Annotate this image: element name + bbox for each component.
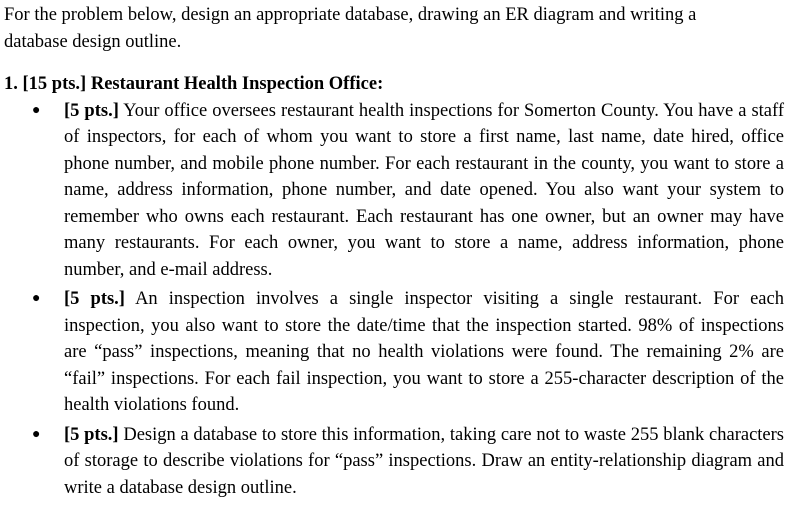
problem-parts-list bbox=[4, 98, 784, 502]
bullet-icon: ● bbox=[32, 426, 41, 442]
problem-1 bbox=[4, 71, 784, 501]
part-text: Design a database to store this information, taking care not to waste 255 blank characters of storage to describe violations for “pass” inspections. Draw an entity-relationship diagram and write a database design outline. bbox=[64, 424, 784, 498]
problem-heading bbox=[4, 71, 784, 98]
list-item bbox=[4, 286, 784, 419]
part-points: [5 pts.] bbox=[64, 289, 125, 309]
problem-number: 1. [15 pts.] bbox=[4, 74, 87, 94]
part-text: Your office oversees restaurant health inspections for Somerton County. You have a staff of inspectors, for each of whom you want to store a first name, last name, date hired, office phone number, and mobile phone number. For each restaurant in the county, you want to store a name, address information, phone number, and date opened. You also want your system to remember who owns each restaurant. Each restaurant has one owner, but an owner may have many restaurants. For each owner, you want to store a name, address information, phone number, and e-mail address. bbox=[64, 100, 784, 280]
part-points: [5 pts.] bbox=[64, 100, 119, 121]
bullet-icon: ● bbox=[32, 102, 41, 118]
list-item bbox=[4, 98, 784, 284]
list-item bbox=[4, 422, 784, 502]
bullet-icon: ● bbox=[32, 291, 41, 306]
part-text: An inspection involves a single inspector visiting a single restaurant. For each inspection, you also want to store the date/time that the inspection started. 98% of inspections are “pass” inspections, meaning that no health violations were found. The remaining 2% are “fail” inspections. For each fail inspection, you want to store a 255-character description of the health violations found. bbox=[64, 289, 784, 415]
intro-paragraph: For the problem below, design an appropriate database, drawing an ER diagram and writing a database design outline. bbox=[4, 5, 697, 52]
problem-title: Restaurant Health Inspection Office: bbox=[90, 74, 384, 94]
part-points: [5 pts.] bbox=[64, 424, 119, 445]
